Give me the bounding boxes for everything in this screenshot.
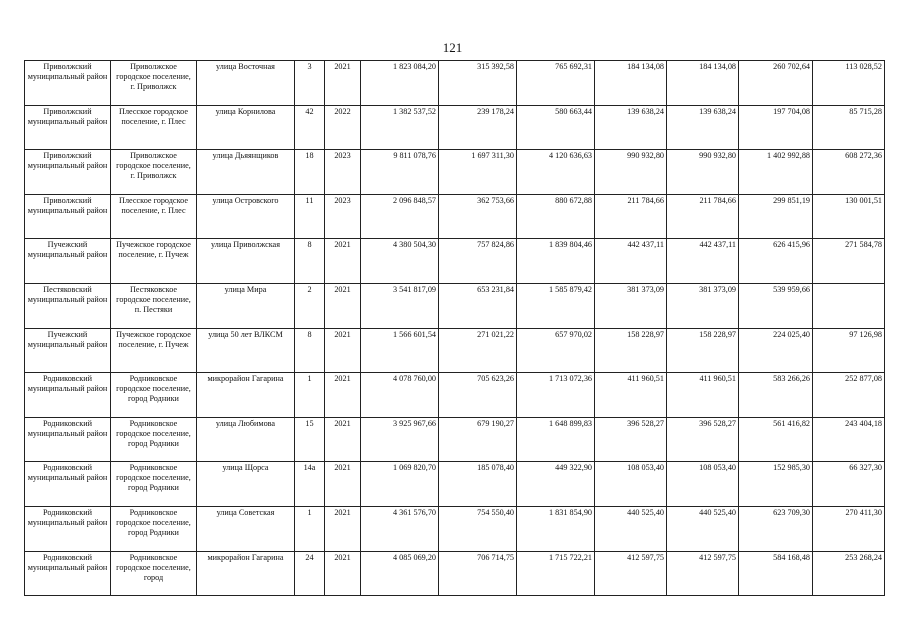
amount-cell: 85 715,28 [813,105,885,150]
amount-cell: 1 402 992,88 [739,150,813,195]
amount-cell: 66 327,30 [813,462,885,507]
amount-cell: 539 959,66 [739,283,813,328]
table-row [25,105,885,150]
amount-cell: 4 120 636,63 [517,150,595,195]
amount-cell: 239 178,24 [439,105,517,150]
settlement-cell: Родниковское городское поселение, город Родники [111,373,197,418]
amount-cell: 252 877,08 [813,373,885,418]
year-cell: 2023 [325,150,361,195]
table-row [25,373,885,418]
amount-total-cell: 1 069 820,70 [361,462,439,507]
house-number-cell: 11 [295,194,325,239]
amount-cell: 108 053,40 [595,462,667,507]
amount-cell: 657 970,02 [517,328,595,373]
house-number-cell: 2 [295,283,325,328]
house-number-cell: 1 [295,506,325,551]
amount-cell: 623 709,30 [739,506,813,551]
amount-cell: 152 985,30 [739,462,813,507]
year-cell: 2021 [325,462,361,507]
settlement-cell: Родниковское городское поселение, город Родники [111,506,197,551]
amount-cell: 158 228,97 [595,328,667,373]
amount-cell: 757 824,86 [439,239,517,284]
table-row [25,61,885,106]
table-row [25,462,885,507]
amount-cell: 679 190,27 [439,417,517,462]
table-row [25,506,885,551]
settlement-cell: Родниковское городское поселение, город Родники [111,417,197,462]
amount-cell: 412 597,75 [595,551,667,596]
settlement-cell: Родниковское городское поселение, город [111,551,197,596]
amount-cell: 381 373,09 [667,283,739,328]
amount-cell: 184 134,08 [667,61,739,106]
amount-cell: 1 585 879,42 [517,283,595,328]
amount-cell: 706 714,75 [439,551,517,596]
settlement-cell: Пучежское городское поселение, г. Пучеж [111,239,197,284]
amount-cell: 990 932,80 [595,150,667,195]
house-number-cell: 8 [295,239,325,284]
amount-cell: 396 528,27 [595,417,667,462]
district-cell: Приволжский муниципальный район [25,61,111,106]
amount-cell: 990 932,80 [667,150,739,195]
amount-total-cell: 1 566 601,54 [361,328,439,373]
district-cell: Родниковский муниципальный район [25,373,111,418]
house-number-cell: 42 [295,105,325,150]
year-cell: 2021 [325,328,361,373]
house-number-cell: 15 [295,417,325,462]
amount-cell: 271 584,78 [813,239,885,284]
district-cell: Пучежский муниципальный район [25,239,111,284]
amount-total-cell: 4 078 760,00 [361,373,439,418]
house-number-cell: 1 [295,373,325,418]
street-cell: микрорайон Гагарина [197,551,295,596]
year-cell: 2022 [325,105,361,150]
district-cell: Родниковский муниципальный район [25,551,111,596]
district-cell: Родниковский муниципальный район [25,462,111,507]
amount-cell: 608 272,36 [813,150,885,195]
amount-cell: 184 134,08 [595,61,667,106]
amount-cell: 653 231,84 [439,283,517,328]
table-row [25,551,885,596]
street-cell: улица 50 лет ВЛКСМ [197,328,295,373]
amount-cell: 442 437,11 [595,239,667,284]
amount-cell: 197 704,08 [739,105,813,150]
settlement-cell: Пучежское городское поселение, г. Пучеж [111,328,197,373]
amount-cell: 381 373,09 [595,283,667,328]
settlement-cell: Плесское городское поселение, г. Плес [111,105,197,150]
amount-cell: 139 638,24 [667,105,739,150]
amount-cell: 271 021,22 [439,328,517,373]
street-cell: улица Корнилова [197,105,295,150]
amount-cell: 411 960,51 [595,373,667,418]
amount-cell: 440 525,40 [595,506,667,551]
amount-cell: 1 648 899,83 [517,417,595,462]
amount-cell: 243 404,18 [813,417,885,462]
year-cell: 2023 [325,194,361,239]
amount-cell: 754 550,40 [439,506,517,551]
amount-cell: 253 268,24 [813,551,885,596]
amount-cell: 440 525,40 [667,506,739,551]
settlement-cell: Приволжское городское поселение, г. Приволжск [111,61,197,106]
settlement-cell: Родниковское городское поселение, город Родники [111,462,197,507]
house-number-cell: 24 [295,551,325,596]
amount-cell: 1 697 311,30 [439,150,517,195]
table-row [25,239,885,284]
amount-cell: 260 702,64 [739,61,813,106]
year-cell: 2021 [325,417,361,462]
table-body [25,61,885,596]
amount-cell: 139 638,24 [595,105,667,150]
amount-cell: 561 416,82 [739,417,813,462]
amount-cell: 411 960,51 [667,373,739,418]
amount-cell: 113 028,52 [813,61,885,106]
district-cell: Приволжский муниципальный район [25,105,111,150]
page-number: 121 [442,40,463,55]
amount-cell: 185 078,40 [439,462,517,507]
table-row [25,194,885,239]
street-cell: улица Приволжская [197,239,295,284]
settlement-cell: Пестяковское городское поселение, п. Пестяки [111,283,197,328]
amount-cell: 1 715 722,21 [517,551,595,596]
year-cell: 2021 [325,373,361,418]
district-cell: Пучежский муниципальный район [25,328,111,373]
amount-cell: 1 839 804,46 [517,239,595,284]
amount-total-cell: 1 382 537,52 [361,105,439,150]
settlement-cell: Плесское городское поселение, г. Плес [111,194,197,239]
amount-cell: 315 392,58 [439,61,517,106]
street-cell: улица Восточная [197,61,295,106]
year-cell: 2021 [325,239,361,284]
amount-cell: 299 851,19 [739,194,813,239]
district-cell: Родниковский муниципальный район [25,417,111,462]
house-number-cell: 14а [295,462,325,507]
amount-cell: 158 228,97 [667,328,739,373]
year-cell: 2021 [325,61,361,106]
amount-cell [813,283,885,328]
amount-cell: 442 437,11 [667,239,739,284]
amount-cell: 580 663,44 [517,105,595,150]
street-cell: улица Советская [197,506,295,551]
amount-cell: 362 753,66 [439,194,517,239]
house-number-cell: 18 [295,150,325,195]
amount-cell: 626 415,96 [739,239,813,284]
year-cell: 2021 [325,506,361,551]
amount-total-cell: 9 811 078,76 [361,150,439,195]
year-cell: 2021 [325,551,361,596]
amount-cell: 584 168,48 [739,551,813,596]
street-cell: улица Дьяянщиков [197,150,295,195]
district-cell: Приволжский муниципальный район [25,150,111,195]
table-row [25,150,885,195]
amount-total-cell: 4 085 069,20 [361,551,439,596]
house-number-cell: 8 [295,328,325,373]
street-cell: улица Любимова [197,417,295,462]
amount-cell: 412 597,75 [667,551,739,596]
amount-cell: 396 528,27 [667,417,739,462]
amount-cell: 1 713 072,36 [517,373,595,418]
amount-total-cell: 4 380 504,30 [361,239,439,284]
amount-cell: 765 692,31 [517,61,595,106]
district-cell: Родниковский муниципальный район [25,506,111,551]
street-cell: улица Островского [197,194,295,239]
street-cell: улица Мира [197,283,295,328]
amount-cell: 211 784,66 [667,194,739,239]
amount-cell: 1 831 854,90 [517,506,595,551]
amount-cell: 449 322,90 [517,462,595,507]
amount-cell: 97 126,98 [813,328,885,373]
table-row [25,283,885,328]
amount-cell: 211 784,66 [595,194,667,239]
table-row [25,328,885,373]
amount-total-cell: 3 925 967,66 [361,417,439,462]
amount-total-cell: 1 823 084,20 [361,61,439,106]
amount-cell: 224 025,40 [739,328,813,373]
street-cell: микрорайон Гагарина [197,373,295,418]
district-cell: Пестяковский муниципальный район [25,283,111,328]
amount-cell: 130 001,51 [813,194,885,239]
amount-cell: 880 672,88 [517,194,595,239]
table-row [25,417,885,462]
settlement-cell: Приволжское городское поселение, г. Приволжск [111,150,197,195]
amount-cell: 583 266,26 [739,373,813,418]
district-cell: Приволжский муниципальный район [25,194,111,239]
amount-total-cell: 3 541 817,09 [361,283,439,328]
amount-cell: 270 411,30 [813,506,885,551]
street-cell: улица Щорса [197,462,295,507]
year-cell: 2021 [325,283,361,328]
house-number-cell: 3 [295,61,325,106]
amount-total-cell: 4 361 576,70 [361,506,439,551]
amount-cell: 108 053,40 [667,462,739,507]
amount-total-cell: 2 096 848,57 [361,194,439,239]
amount-cell: 705 623,26 [439,373,517,418]
housing-repair-table [24,60,885,596]
